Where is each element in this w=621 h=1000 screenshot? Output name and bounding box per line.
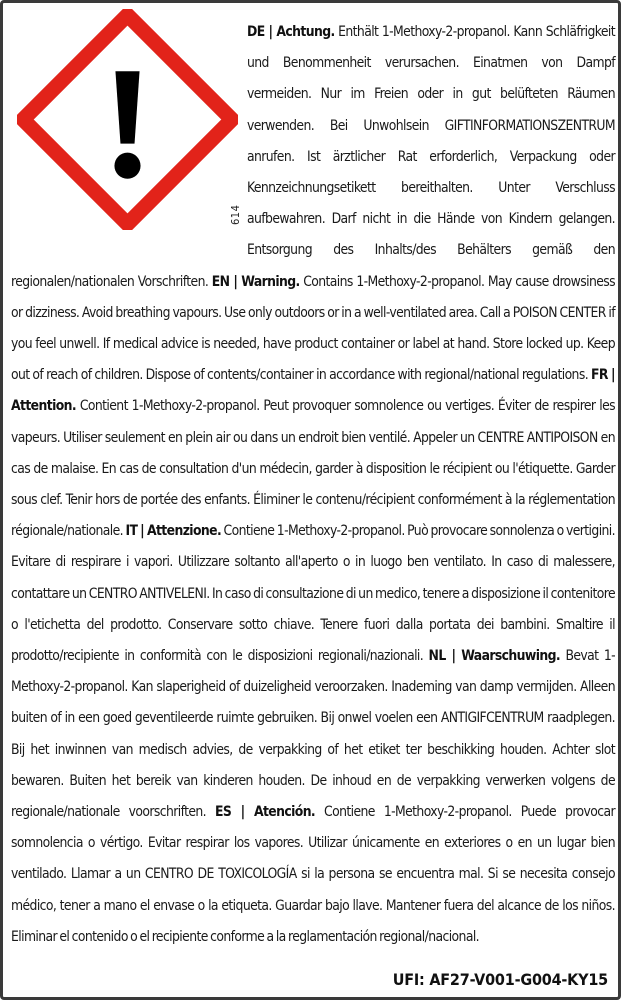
statement-it: Contiene 1-Methoxy-2-propanol. Può provocare sonnolenza o vertigini. Evitare di respirare i vapori. Utilizzare soltanto all'aperto o in luogo ben ventilato. In caso di malessere, contattare un CENTRO ANTIVELENI. In caso di consultazione di un medico, tenere a disposizione il contenitore o l'etichetta del prodotto. Conservare sotto chiave. Tenere fuori dalla portata dei bambini. Smaltire il prodotto/recipiente in conformità con le disposizioni regionali/nazionali.: [11, 523, 615, 665]
signal-word-de: Achtung.: [276, 24, 335, 40]
section-it: [11, 523, 615, 664]
section-nl: [11, 648, 615, 820]
lang-code-en: EN: [211, 273, 230, 290]
separator: |: [231, 804, 254, 821]
statement-fr: Contient 1-Methoxy-2-propanol. Peut provoquer somnolence ou vertiges. Éviter de respirer les vapeurs. Utiliser seulement en plein air ou dans un endroit bien ventilé. Appeler un CENTRE ANTIPOISON en cas de malaise. En cas de consultation d'un médecin, garder à disposition le récipient ou l'étiquette. Garder sous clef. Tenir hors de portée des enfants. Éliminer le contenu/récipient conformément à la réglementation régionale/nationale.: [11, 398, 615, 540]
signal-word-it: Attenzione.: [146, 523, 222, 540]
separator: |: [229, 273, 242, 290]
section-fr: [11, 367, 615, 539]
lang-code-es: ES: [215, 804, 232, 821]
statement-en: Contains 1-Methoxy-2-propanol. May cause drowsiness or dizziness. Avoid breathing vapours. Use only outdoors or in a well-ventilated area. Call a POISON CENTER if you feel unwell. If medical advice is needed, have product container or label at hand. Store locked up. Keep out of reach of children. Dispose of contents/container in accordance with regional/national regulations.: [11, 273, 615, 384]
section-es: [11, 804, 615, 945]
section-en: [11, 274, 615, 384]
lang-code-fr: FR: [590, 367, 608, 384]
statement-es: Contiene 1-Methoxy-2-propanol. Puede provocar somnolencia o vértigo. Evitar respirar los vapores. Utilizar únicamente en exteriores o en un lugar bien ventilado. Llamar a un CENTRO DE TOXICOLOGÍA si la persona se encuentra mal. Si se necesita consejo médico, tener a mano el envase o la etiqueta. Guardar bajo llave. Mantener fuera del alcance de los niños. Eliminar el contenido o el recipiente conforme a la reglamentación regional/nacional.: [11, 804, 615, 945]
hazard-statements: [11, 17, 615, 953]
lang-code-it: IT: [125, 523, 138, 540]
separator: |: [264, 24, 277, 40]
lang-code-nl: NL: [428, 648, 446, 665]
label-code: 614: [229, 204, 242, 225]
signal-word-en: Warning.: [241, 273, 300, 290]
lang-code-de: DE: [247, 24, 265, 40]
signal-word-nl: Waarschuwing.: [461, 648, 561, 665]
signal-word-fr: Attention.: [11, 398, 77, 415]
signal-word-es: Atención.: [253, 804, 316, 821]
separator: |: [137, 523, 147, 540]
statement-de: Enthält 1-Methoxy-2-propanol. Kann Schläfrigkeit und Benommenheit verursachen. Einatmen von Dampf vermeiden. Nur im Freien oder in gut belüfteten Räumen verwenden. Bei Unwohlsein GIFTINFORMATIONSZENTRUM anrufen. Ist ärztlicher Rat erforderlich, Verpackung oder Kennzeichnungsetikett bereithalten. Unter Verschluss aufbewahren. Darf nicht in die Hände von Kindern gelangen. Entsorgung des Inhalts/des Behälters gemäß den regionalen/nationalen Vorschriften.: [11, 24, 616, 290]
statement-nl: Bevat 1-Methoxy-2-propanol. Kan slaperigheid of duizeligheid veroorzaken. Inademing van damp vermijden. Alleen buiten of in een goed geventileerde ruimte gebruiken. Bij onwel voelen een ANTIGIFCENTRUM raadplegen. Bij het inwinnen van medisch advies, de verpakking of het etiket ter beschikking houden. Achter slot bewaren. Buiten het bereik van kinderen houden. De inhoud en de verpakking verwerken volgens de regionale/nationale voorschriften.: [11, 648, 616, 821]
ufi-code: UFI: AF27-V001-G004-KY15: [392, 970, 608, 989]
separator: |: [607, 367, 615, 384]
separator: |: [445, 648, 462, 665]
